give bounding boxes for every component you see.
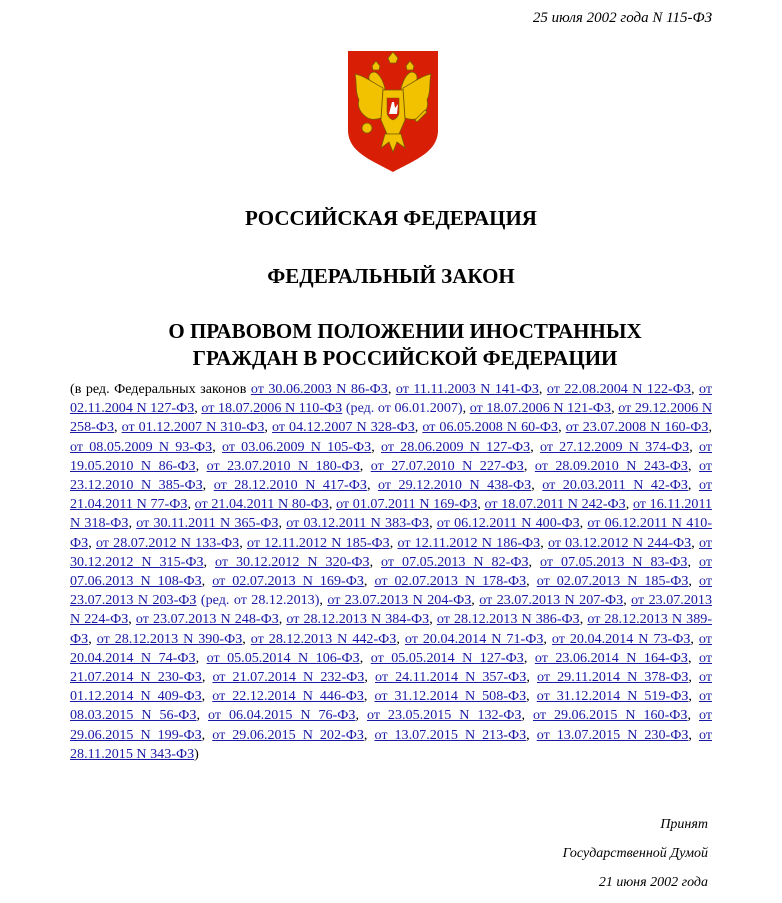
country-heading: РОССИЙСКАЯ ФЕДЕРАЦИЯ: [245, 206, 537, 230]
amendment-law-link[interactable]: от 27.12.2009 N 374-ФЗ: [539, 438, 690, 455]
amendment-law-link[interactable]: от 28.12.2013 N 386-ФЗ: [436, 611, 580, 628]
amendment-law-link[interactable]: от 18.07.2011 N 242-ФЗ: [484, 496, 626, 513]
amendment-law-link[interactable]: от 24.11.2014 N 357-ФЗ: [374, 669, 527, 686]
amendment-law-link[interactable]: от 18.07.2006 N 121-ФЗ: [469, 400, 612, 417]
amendment-law-link[interactable]: от 01.12.2014 N 409-ФЗ: [70, 669, 713, 705]
amendment-law-link[interactable]: от 27.07.2010 N 227-ФЗ: [370, 457, 524, 474]
amendment-law-link[interactable]: от 23.07.2013 N 224-ФЗ: [70, 592, 713, 628]
amendment-law-link[interactable]: от 29.12.2006 N 258-ФЗ: [70, 400, 713, 436]
amendment-law-link[interactable]: от 22.08.2004 N 122-ФЗ: [546, 381, 691, 397]
amendment-law-link[interactable]: от 30.06.2003 N 86-ФЗ: [250, 381, 388, 397]
amendment-law-link[interactable]: от 28.07.2012 N 133-ФЗ: [95, 534, 240, 551]
adopted-by: Государственной Думой: [562, 846, 708, 861]
amendment-law-link[interactable]: от 21.04.2011 N 80-ФЗ: [194, 496, 329, 513]
amendment-law-link[interactable]: от 12.11.2012 N 185-ФЗ: [246, 534, 390, 551]
amendment-law-link[interactable]: от 29.12.2010 N 438-ФЗ: [377, 477, 532, 494]
law-title-line: О ПРАВОВОМ ПОЛОЖЕНИИ ИНОСТРАННЫХ: [168, 319, 642, 343]
amendment-law-link[interactable]: от 29.11.2014 N 378-ФЗ: [537, 669, 689, 686]
amendment-law-link[interactable]: от 08.05.2009 N 93-ФЗ: [70, 438, 213, 455]
amendment-law-link[interactable]: от 06.12.2011 N 400-ФЗ: [436, 515, 580, 532]
amendment-law-link[interactable]: от 07.06.2013 N 108-ФЗ: [70, 553, 713, 590]
amendment-law-link[interactable]: от 23.07.2013 N 248-ФЗ: [135, 611, 279, 628]
amendment-law-link[interactable]: от 23.06.2014 N 164-ФЗ: [534, 649, 688, 666]
amendment-law-link[interactable]: от 28.12.2013 N 384-ФЗ: [286, 611, 430, 628]
amendment-law-link[interactable]: от 23.07.2013 N 207-ФЗ: [479, 592, 624, 609]
amendment-law-link[interactable]: от 28.12.2010 N 417-ФЗ: [213, 477, 367, 494]
coat-of-arms-icon: [345, 48, 441, 174]
amendment-law-link[interactable]: от 06.12.2011 N 410-ФЗ: [70, 515, 713, 551]
amendment-law-link[interactable]: от 20.04.2014 N 71-ФЗ: [404, 630, 544, 647]
amendment-law-link[interactable]: от 13.07.2015 N 230-ФЗ: [536, 726, 689, 743]
amendment-law-link[interactable]: от 30.11.2011 N 365-ФЗ: [136, 515, 279, 532]
amendment-law-link[interactable]: от 23.07.2013 N 204-ФЗ: [327, 592, 472, 609]
amendment-law-link[interactable]: от 28.06.2009 N 127-ФЗ: [380, 438, 531, 455]
amendment-law-link[interactable]: от 29.06.2015 N 202-ФЗ: [212, 726, 364, 743]
amendment-law-link[interactable]: от 21.07.2014 N 230-ФЗ: [70, 649, 712, 686]
amendment-law-link[interactable]: от 20.04.2014 N 73-ФЗ: [551, 630, 691, 647]
amendment-law-link[interactable]: от 23.05.2015 N 132-ФЗ: [366, 707, 522, 724]
law-title: [80, 318, 730, 372]
amendment-law-link[interactable]: от 28.12.2013 N 442-ФЗ: [250, 630, 397, 647]
amendment-law-link[interactable]: от 08.03.2015 N 56-ФЗ: [70, 688, 712, 724]
amendment-law-link[interactable]: от 20.03.2011 N 42-ФЗ: [542, 477, 688, 494]
law-title-line: ГРАЖДАН В РОССИЙСКОЙ ФЕДЕРАЦИИ: [192, 346, 618, 370]
amendment-law-link[interactable]: от 01.07.2011 N 169-ФЗ: [336, 496, 478, 513]
amendment-law-link[interactable]: от 03.12.2011 N 383-ФЗ: [286, 515, 430, 532]
amendment-law-link[interactable]: от 07.05.2013 N 82-ФЗ: [381, 553, 529, 570]
amendment-law-link[interactable]: от 23.07.2010 N 180-ФЗ: [206, 457, 360, 474]
amendment-law-link[interactable]: от 30.12.2012 N 320-ФЗ: [215, 553, 370, 570]
amendments-intro: (в ред. Федеральных законов: [70, 381, 251, 397]
amendment-law-link[interactable]: от 20.04.2014 N 74-ФЗ: [70, 630, 712, 666]
amendment-law-link[interactable]: от 29.06.2015 N 199-ФЗ: [70, 707, 713, 743]
amendment-law-link[interactable]: от 18.07.2006 N 110-ФЗ: [201, 400, 343, 417]
amendment-law-link[interactable]: от 31.12.2014 N 519-ФЗ: [536, 688, 689, 705]
amendments-list: (в ред. Федеральных законов от 30.06.2003 N 86-ФЗ, от 11.11.2003 N 141-ФЗ, от 22.08.2004 N 122-ФЗ, от 02.11.2004 N 127-ФЗ, от 18.07.2006 N 110-ФЗ (ред. от 06.01.2007), от 18.07.2006 N 121-ФЗ, от 29.12.2006 N 258-ФЗ, от 01.12.2007 N 310-ФЗ, от 04.12.2007 N 328-ФЗ, от 06.05.2008 N 60-ФЗ, от 23.07.2008 N 160-ФЗ, от 08.05.2009 N 93-ФЗ, от 03.06.2009 N 105-ФЗ, от 28.06.2009 N 127-ФЗ, от 27.12.2009 N 374-ФЗ, от 19.05.2010 N 86-ФЗ, от 23.07.2010 N 180-ФЗ, от 27.07.2010 N 227-ФЗ, от 28.09.2010 N 243-ФЗ, от 23.12.2010 N 385-ФЗ, от 28.12.2010 N 417-ФЗ, от 29.12.2010 N 438-ФЗ, от 20.03.2011 N 42-ФЗ, от 21.04.2011 N 77-ФЗ, от 21.04.2011 N 80-ФЗ, от 01.07.2011 N 169-ФЗ, от 18.07.2011 N 242-ФЗ, от 16.11.2011 N 318-ФЗ, от 30.11.2011 N 365-ФЗ, от 03.12.2011 N 383-ФЗ, от 06.12.2011 N 400-ФЗ, от 06.12.2011 N 410-ФЗ, от 28.07.2012 N 133-ФЗ, от 12.11.2012 N 185-ФЗ, от 12.11.2012 N 186-ФЗ, от 03.12.2012 N 244-ФЗ, от 30.12.2012 N 315-ФЗ, от 30.12.2012 N 320-ФЗ, от 07.05.2013 N 82-ФЗ, от 07.05.2013 N 83-ФЗ, от 07.06.2013 N 108-ФЗ, от 02.07.2013 N 169-ФЗ, от 02.07.2013 N 178-ФЗ, от 02.07.2013 N 185-ФЗ, от 23.07.2013 N 203-ФЗ (ред. от 28.12.2013), от 23.07.2013 N 204-ФЗ, от 23.07.2013 N 207-ФЗ, от 23.07.2013 N 224-ФЗ, от 23.07.2013 N 248-ФЗ, от 28.12.2013 N 384-ФЗ, от 28.12.2013 N 386-ФЗ, от 28.12.2013 N 389-ФЗ, от 28.12.2013 N 390-ФЗ, от 28.12.2013 N 442-ФЗ, от 20.04.2014 N 71-ФЗ, от 20.04.2014 N 73-ФЗ, от 20.04.2014 N 74-ФЗ, от 05.05.2014 N 106-ФЗ, от 05.05.2014 N 127-ФЗ, от 23.06.2014 N 164-ФЗ, от 21.07.2014 N 230-ФЗ, от 21.07.2014 N 232-ФЗ, от 24.11.2014 N 357-ФЗ, от 29.11.2014 N 378-ФЗ, от 01.12.2014 N 409-ФЗ, от 22.12.2014 N 446-ФЗ, от 31.12.2014 N 508-ФЗ, от 31.12.2014 N 519-ФЗ, от 08.03.2015 N 56-ФЗ, от 06.04.2015 N 76-ФЗ, от 23.05.2015 N 132-ФЗ, от 29.06.2015 N 160-ФЗ, от 29.06.2015 N 199-ФЗ, от 29.06.2015 N 202-ФЗ, от 13.07.2015 N 213-ФЗ, от 13.07.2015 N 230-ФЗ, от 28.11.2015 N 343-ФЗ): [70, 381, 713, 762]
amendment-law-link[interactable]: от 12.11.2012 N 186-ФЗ: [397, 534, 541, 551]
amendment-law-link[interactable]: от 02.07.2013 N 169-ФЗ: [212, 573, 364, 590]
amendment-law-link[interactable]: от 02.07.2013 N 178-ФЗ: [374, 573, 527, 590]
amendment-law-link[interactable]: от 06.05.2008 N 60-ФЗ: [422, 419, 559, 436]
amendment-law-link[interactable]: от 02.11.2004 N 127-ФЗ: [70, 381, 712, 417]
adopted-date: 21 июня 2002 года: [598, 875, 708, 890]
amendment-law-link[interactable]: от 05.05.2014 N 127-ФЗ: [370, 649, 524, 666]
amendment-law-link[interactable]: от 13.07.2015 N 213-ФЗ: [374, 726, 527, 743]
amendment-law-link[interactable]: от 28.11.2015 N 343-ФЗ: [70, 726, 712, 762]
amendment-law-link[interactable]: от 28.12.2013 N 390-ФЗ: [96, 630, 243, 647]
amendment-law-link[interactable]: от 03.06.2009 N 105-ФЗ: [221, 438, 372, 455]
amendment-law-link[interactable]: от 07.05.2013 N 83-ФЗ: [540, 553, 688, 570]
amendment-law-link[interactable]: от 21.07.2014 N 232-ФЗ: [212, 669, 365, 686]
amendment-law-link[interactable]: от 19.05.2010 N 86-ФЗ: [70, 438, 712, 474]
amendment-law-link[interactable]: от 22.12.2014 N 446-ФЗ: [212, 688, 364, 705]
amendment-law-link[interactable]: от 06.04.2015 N 76-ФЗ: [207, 707, 356, 724]
amendment-law-link[interactable]: от 23.12.2010 N 385-ФЗ: [70, 457, 712, 494]
amendment-law-link[interactable]: от 05.05.2014 N 106-ФЗ: [206, 649, 360, 666]
law-date-number: 25 июля 2002 года N 115-ФЗ: [532, 10, 712, 26]
amendments-outro: ): [194, 745, 199, 762]
adopted-label: Принят: [660, 817, 708, 832]
amendment-law-link[interactable]: от 28.12.2013 N 389-ФЗ: [70, 611, 713, 647]
amendment-edition-note: (ред. от 06.01.2007): [342, 400, 463, 417]
amendment-law-link[interactable]: от 04.12.2007 N 328-ФЗ: [271, 419, 415, 436]
amendment-edition-note: (ред. от 28.12.2013): [196, 592, 320, 609]
amendment-law-link[interactable]: от 03.12.2012 N 244-ФЗ: [547, 534, 692, 551]
amendment-law-link[interactable]: от 23.07.2013 N 203-ФЗ: [70, 573, 712, 609]
document-type-heading: ФЕДЕРАЛЬНЫЙ ЗАКОН: [267, 264, 515, 288]
amendment-law-link[interactable]: от 29.06.2015 N 160-ФЗ: [532, 707, 688, 724]
st-george-shield: [387, 98, 399, 120]
amendment-law-link[interactable]: от 21.04.2011 N 77-ФЗ: [70, 477, 712, 513]
amendment-law-link[interactable]: от 16.11.2011 N 318-ФЗ: [70, 496, 713, 532]
amendment-law-link[interactable]: от 31.12.2014 N 508-ФЗ: [374, 688, 527, 705]
amendment-law-link[interactable]: от 02.07.2013 N 185-ФЗ: [536, 573, 689, 590]
amendment-law-link[interactable]: от 28.09.2010 N 243-ФЗ: [534, 457, 688, 474]
amendment-law-link[interactable]: от 30.12.2012 N 315-ФЗ: [70, 534, 712, 570]
amendment-law-link[interactable]: от 01.12.2007 N 310-ФЗ: [121, 419, 265, 436]
amendment-law-link[interactable]: от 11.11.2003 N 141-ФЗ: [395, 381, 539, 397]
amendment-law-link[interactable]: от 23.07.2008 N 160-ФЗ: [565, 419, 709, 436]
